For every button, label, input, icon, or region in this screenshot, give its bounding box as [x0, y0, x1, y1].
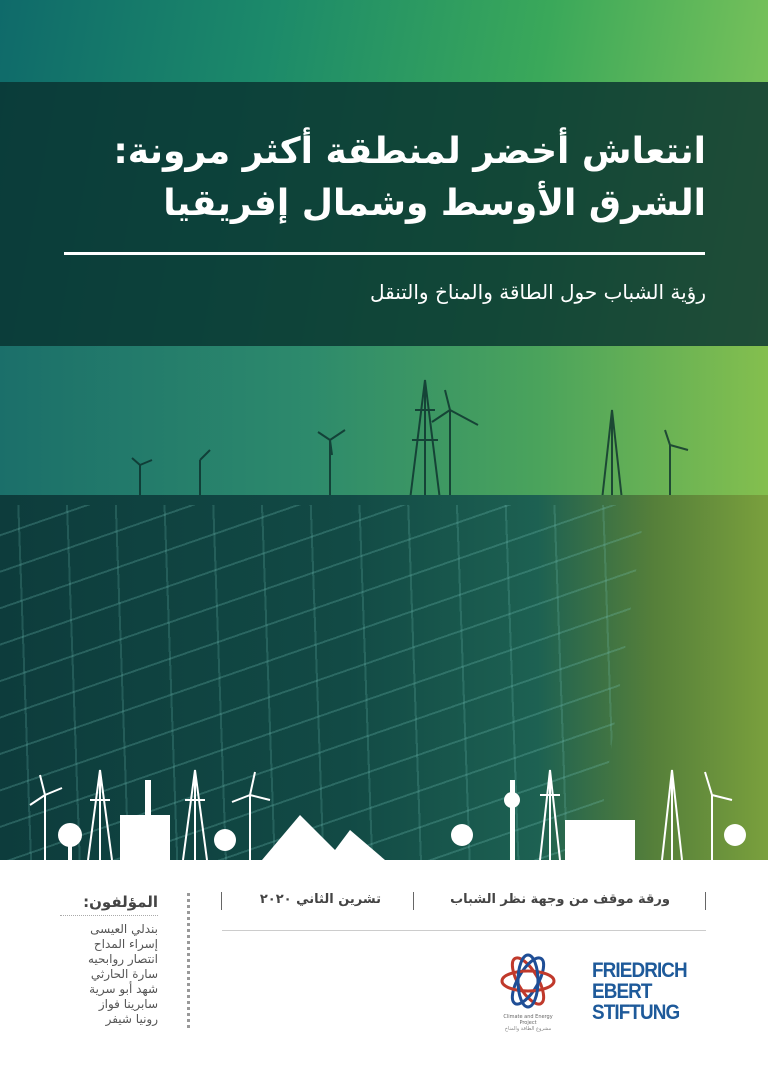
author: سارة الحارثي — [90, 967, 158, 981]
authors-heading: المؤلفون: — [60, 893, 158, 916]
fes-line: FRIEDRICH — [592, 959, 687, 982]
author: سابرينا فواز — [98, 997, 158, 1011]
wind-turbines-and-pylons — [0, 370, 768, 500]
author: إسراء المداح — [93, 937, 158, 951]
author: بندلي العيسى — [90, 922, 158, 936]
title-divider — [64, 252, 705, 255]
separator — [221, 892, 222, 910]
authors-list — [60, 893, 158, 1027]
separator — [413, 892, 414, 910]
skyline-silhouette — [0, 760, 768, 860]
title-line-2: الشرق الأوسط وشمال إفريقيا — [163, 183, 706, 224]
dotted-divider — [187, 893, 190, 1028]
climate-energy-project-logo — [495, 952, 561, 1032]
title-line-1: انتعاش أخضر لمنطقة أكثر مرونة: — [113, 131, 706, 172]
separator — [705, 892, 706, 910]
author: رونيا شيفر — [105, 1012, 158, 1026]
author: شهد أبو سرية — [89, 982, 158, 996]
fes-line: STIFTUNG — [592, 1001, 680, 1024]
fes-logo — [592, 960, 687, 1023]
cep-name-en: Climate and Energy Project — [503, 1014, 553, 1026]
knot-logo-icon — [498, 952, 558, 1010]
cep-name-ar: مشروع الطاقة والمناخ — [504, 1026, 552, 1032]
publication-date: تشرين الثاني ٢٠٢٠ — [259, 892, 381, 907]
cover-title — [46, 126, 706, 230]
fes-line: EBERT — [592, 980, 652, 1003]
author: انتصار روابحيه — [87, 952, 158, 966]
cover-subtitle: رؤية الشباب حول الطاقة والمناخ والتنقل — [369, 280, 706, 304]
document-type: ورقة موقف من وجهة نظر الشباب — [450, 892, 670, 907]
document-meta — [222, 892, 706, 914]
footer-divider — [222, 930, 706, 931]
